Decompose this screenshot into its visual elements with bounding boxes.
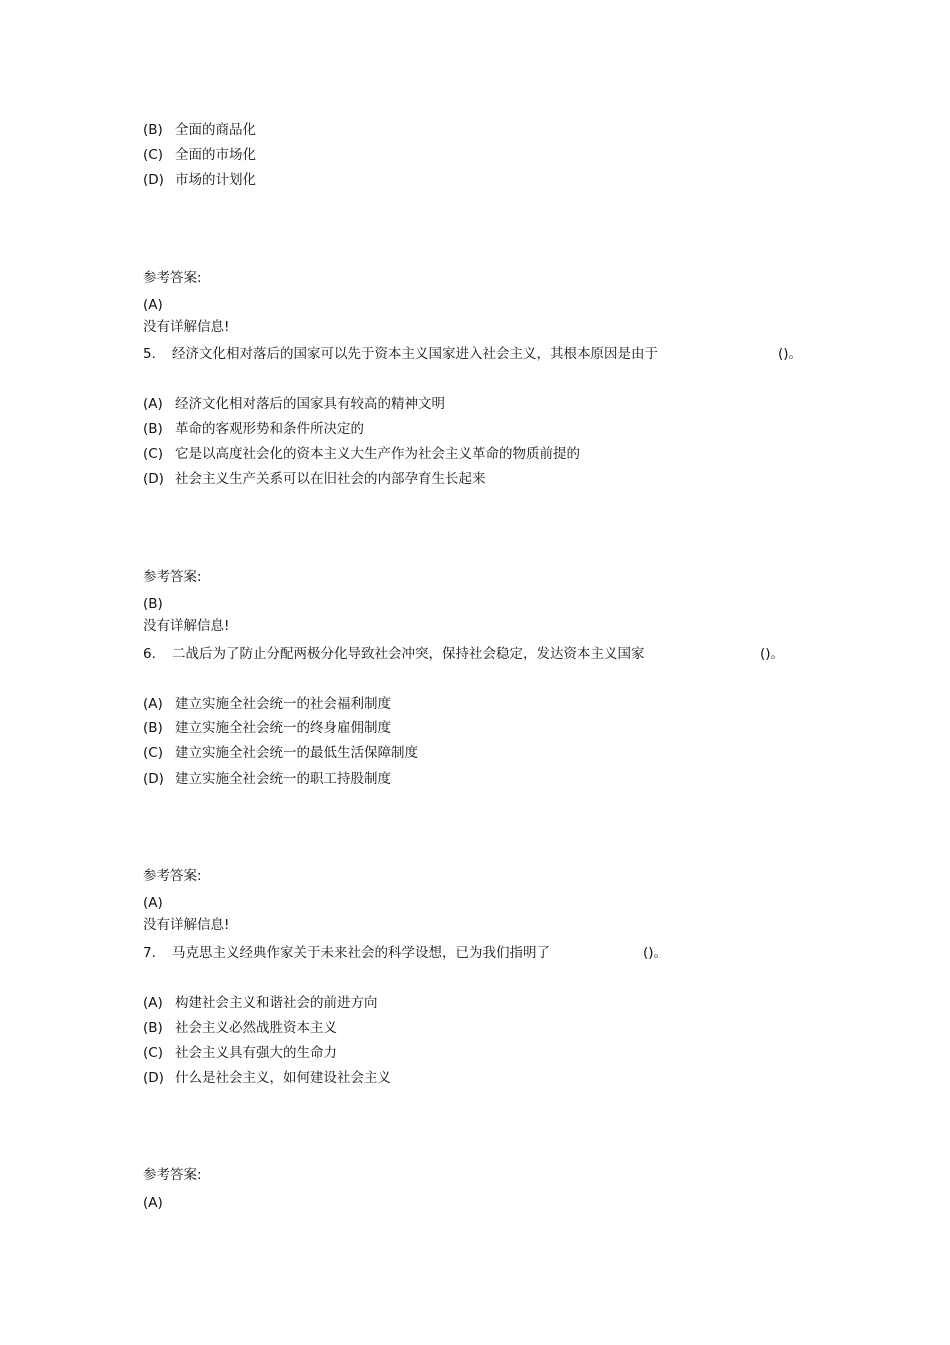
answer-blank: ()。: [760, 646, 785, 662]
option-text: 社会主义具有强大的生命力: [175, 1045, 337, 1061]
question-number: 6.: [143, 646, 156, 662]
option-tag: (D): [143, 471, 164, 487]
option-text: 全面的商品化: [175, 122, 256, 138]
answer-label: 参考答案:: [143, 270, 202, 286]
option-text: 革命的客观形势和条件所决定的: [175, 421, 364, 437]
option-text: 它是以高度社会化的资本主义大生产作为社会主义革命的物质前提的: [175, 446, 580, 462]
option-text: 经济文化相对落后的国家具有较高的精神文明: [175, 396, 445, 412]
option-text: 建立实施全社会统一的最低生活保障制度: [175, 745, 418, 761]
option-b: [143, 1022, 337, 1036]
option-c: [143, 1047, 337, 1061]
option-text: 社会主义必然战胜资本主义: [175, 1020, 337, 1036]
answer-value: (A): [143, 297, 163, 313]
option-text: 建立实施全社会统一的终身雇佣制度: [175, 720, 391, 736]
option-text: 社会主义生产关系可以在旧社会的内部孕育生长起来: [175, 471, 486, 487]
option-a: [143, 398, 445, 412]
answer-label: 参考答案:: [143, 868, 202, 884]
option-b: [143, 722, 391, 736]
option-tag: (D): [143, 1070, 164, 1086]
option-d: [143, 1072, 391, 1086]
option-c: [143, 448, 580, 462]
option-text: 什么是社会主义，如何建设社会主义: [175, 1070, 391, 1086]
option-b: [143, 423, 364, 437]
option-d: [143, 174, 256, 188]
option-tag: (C): [143, 745, 163, 761]
option-a: [143, 698, 391, 712]
answer-note: 没有详解信息!: [143, 917, 230, 933]
answer-value: (A): [143, 895, 163, 911]
answer-value: (B): [143, 596, 163, 612]
question-5: [143, 346, 803, 362]
question-6: [143, 646, 785, 662]
option-text: 建立实施全社会统一的职工持股制度: [175, 771, 391, 787]
option-tag: (C): [143, 147, 163, 163]
option-tag: (C): [143, 446, 163, 462]
option-text: 构建社会主义和谐社会的前进方向: [175, 995, 378, 1011]
option-tag: (A): [143, 396, 163, 412]
option-tag: (B): [143, 122, 163, 138]
question-7: [143, 945, 668, 961]
option-text: 市场的计划化: [175, 172, 256, 188]
option-text: 全面的市场化: [175, 147, 256, 163]
option-tag: (A): [143, 995, 163, 1011]
option-text: 建立实施全社会统一的社会福利制度: [175, 696, 391, 712]
option-d: [143, 773, 391, 787]
question-number: 7.: [143, 945, 156, 961]
option-tag: (C): [143, 1045, 163, 1061]
option-tag: (A): [143, 696, 163, 712]
option-tag: (B): [143, 1020, 163, 1036]
answer-note: 没有详解信息!: [143, 618, 230, 634]
option-tag: (D): [143, 172, 164, 188]
question-text: 经济文化相对落后的国家可以先于资本主义国家进入社会主义，其根本原因是由于: [172, 346, 658, 362]
answer-value: (A): [143, 1195, 163, 1211]
answer-label: 参考答案:: [143, 569, 202, 585]
option-d: [143, 473, 486, 487]
question-text: 马克思主义经典作家关于未来社会的科学设想，已为我们指明了: [172, 945, 550, 961]
option-tag: (B): [143, 421, 163, 437]
option-b: [143, 124, 256, 138]
option-tag: (B): [143, 720, 163, 736]
option-c: [143, 747, 418, 761]
question-text: 二战后为了防止分配两极分化导致社会冲突，保持社会稳定，发达资本主义国家: [172, 646, 645, 662]
answer-note: 没有详解信息!: [143, 319, 230, 335]
option-c: [143, 149, 256, 163]
answer-label: 参考答案:: [143, 1167, 202, 1183]
question-number: 5.: [143, 346, 156, 362]
answer-blank: ()。: [643, 945, 668, 961]
option-tag: (D): [143, 771, 164, 787]
option-a: [143, 997, 378, 1011]
answer-blank: ()。: [778, 346, 803, 362]
